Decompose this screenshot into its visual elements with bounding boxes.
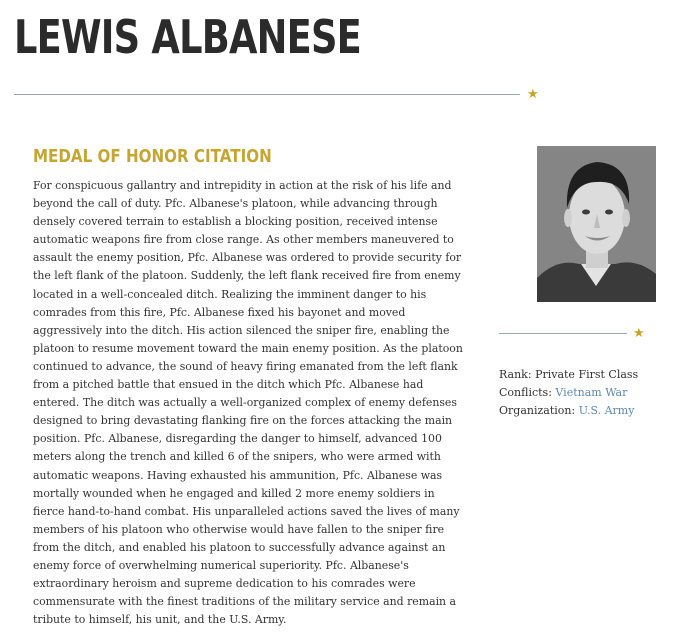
conflicts-row: [499, 384, 638, 402]
page-title: LEWIS ALBANESE: [14, 10, 362, 64]
service-info: [499, 366, 638, 420]
rank-value: Private First Class: [535, 368, 639, 381]
rank-row: [499, 366, 638, 384]
citation-heading: MEDAL OF HONOR CITATION: [33, 146, 272, 167]
citation-text: For conspicuous gallantry and intrepidity in action at the risk of his life and beyond the call of duty. Pfc. Albanese's platoon, while advancing through densely covered terrain to establish a blocking position, received intense automatic weapons fire from close range. As other members maneuvered to assault the enemy position, Pfc. Albanese was ordered to provide security for the left flank of the platoon. Suddenly, the left flank received fire from enemy located in a well-concealed ditch. Realizing the imminent danger to his comrades from this fire, Pfc. Albanese fixed his bayonet and moved aggressively into the ditch. His action silenced the sniper fire, enabling the platoon to resume movement toward the main enemy position. As the platoon continued to advance, the sound of heavy firing emanated from the left flank from a pitched battle that ensued in the ditch which Pfc. Albanese had entered. The ditch was actually a well-organized complex of enemy defenses designed to bring devastating flanking fire on the forces attacking the main position. Pfc. Albanese, disregarding the danger to himself, advanced 100 meters along the trench and killed 6 of the snipers, who were armed with automatic weapons. Having exhausted his ammunition, Pfc. Albanese was mortally wounded when he engaged and killed 2 more enemy soldiers in fierce hand-to-hand combat. His unparalleled actions saved the lives of many members of his platoon who otherwise would have fallen to the sniper fire from the ditch, and enabled his platoon to successfully advance against an enemy force of overwhelming numerical superiority. Pfc. Albanese's extraordinary heroism and supreme dedication to his comrades were commensurate with the finest traditions of the military service and remain a tribute to himself, his unit, and the U.S. Army.: [33, 179, 463, 627]
conflicts-label: Conflicts:: [499, 386, 552, 399]
title-divider: [14, 94, 520, 95]
portrait-photo: [537, 146, 656, 302]
organization-row: [499, 402, 638, 420]
sidebar-divider: [499, 333, 627, 334]
organization-link[interactable]: U.S. Army: [578, 404, 635, 417]
conflicts-link[interactable]: Vietnam War: [555, 386, 628, 399]
star-icon: ★: [527, 87, 539, 102]
organization-label: Organization:: [499, 404, 576, 417]
rank-label: Rank:: [499, 368, 532, 381]
portrait-icon: [537, 146, 656, 302]
star-icon: ★: [633, 326, 645, 341]
